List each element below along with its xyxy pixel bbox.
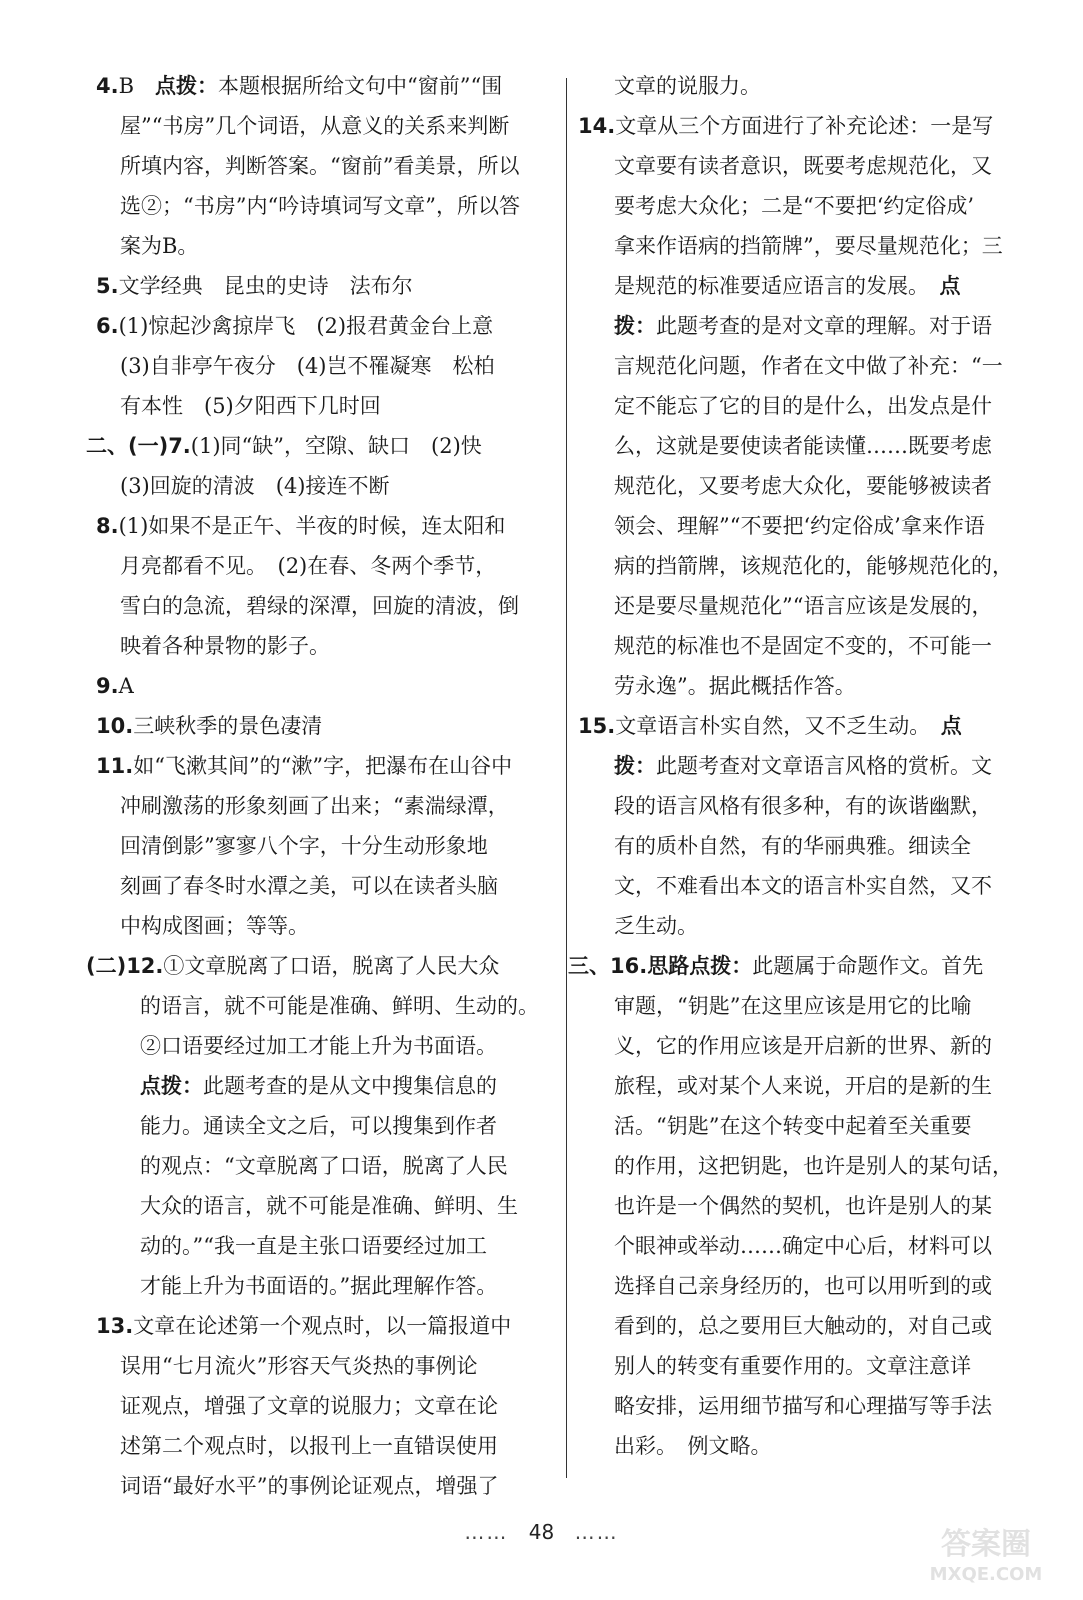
text-line xyxy=(614,1276,992,1297)
answer-text: 证观点，增强了文章的说服力；文章在论 xyxy=(120,1394,498,1418)
answer-text: 刻画了春冬时水潭之美，可以在读者头脑 xyxy=(120,874,498,898)
text-line xyxy=(96,676,134,697)
answer-text: 案为B。 xyxy=(120,234,199,258)
text-line xyxy=(614,196,974,217)
answer-text: 拿来作语病的挡箭牌”，要尽量规范化；三 xyxy=(614,234,1003,258)
footer-dots-right: …… xyxy=(574,1520,619,1544)
text-line xyxy=(614,236,1003,257)
answer-text: 定不能忘了它的目的是什么，出发点是什 xyxy=(614,394,992,418)
text-line xyxy=(120,116,509,137)
tip-label: 拨： xyxy=(614,754,656,778)
answer-text: 文，不难看出本文的语言朴实自然，又不 xyxy=(614,874,992,898)
answer-text: 所填内容，判断答案。“窗前”看美景，所以 xyxy=(120,154,520,178)
text-line xyxy=(120,636,330,657)
text-line xyxy=(614,916,698,937)
question-number: 10. xyxy=(96,714,134,738)
question-number: 15. xyxy=(578,714,616,738)
answer-text: 如“飞漱其间”的“漱”字，把瀑布在山谷中 xyxy=(133,754,513,778)
text-line xyxy=(614,1436,772,1457)
answer-text: 月亮都看不见。 (2)在春、冬两个季节， xyxy=(120,554,497,578)
answer-text: 文章的说服力。 xyxy=(614,74,761,98)
tip-label: 点拨： xyxy=(155,74,219,98)
text-line xyxy=(614,636,992,657)
text-line xyxy=(120,1476,498,1497)
text-line xyxy=(140,996,539,1017)
tip-label: 拨： xyxy=(614,314,656,338)
text-line xyxy=(120,236,198,257)
answer-text: 此题属于命题作文。首先 xyxy=(752,954,984,978)
answer-text: 文章在论述第一个观点时，以一篇报道中 xyxy=(133,1314,512,1338)
answer-text: 的作用，这把钥匙，也许是别人的某句话， xyxy=(614,1154,1013,1178)
question-number: 9. xyxy=(96,674,119,698)
question-number: 二、(一)7. xyxy=(86,434,191,458)
question-number: 13. xyxy=(96,1314,134,1338)
text-line xyxy=(120,876,498,897)
answer-text: 乏生动。 xyxy=(614,914,698,938)
answer-text: 冲刷激荡的形象刻画了出来；“素湍绿潭， xyxy=(120,794,509,818)
answer-text: 动的。”“我一直是主张口语要经过加工 xyxy=(140,1234,487,1258)
question-number: 5. xyxy=(96,274,119,298)
text-line xyxy=(614,1156,1013,1177)
answer-text: 段的语言风格有很多种，有的诙谐幽默， xyxy=(614,794,992,818)
answer-text: 有的质朴自然，有的华丽典雅。细读全 xyxy=(614,834,971,858)
text-line xyxy=(614,796,992,817)
answer-text: ②口语要经过加工才能上升为书面语。 xyxy=(140,1034,497,1058)
answer-text: 才能上升为书面语的。”据此理解作答。 xyxy=(140,1274,498,1298)
answer-text: B xyxy=(118,74,156,98)
watermark-bottom-text: MXQE.COM xyxy=(929,1564,1043,1585)
answer-text: 有本性 (5)夕阳西下几时回 xyxy=(120,394,381,418)
text-line xyxy=(614,436,992,457)
answer-text: 回清倒影”寥寥八个字，十分生动形象地 xyxy=(120,834,488,858)
text-line xyxy=(614,156,992,177)
text-line xyxy=(86,436,482,457)
tip-label: 点 xyxy=(940,714,962,738)
text-line xyxy=(140,1116,497,1137)
text-line xyxy=(96,716,322,737)
text-line xyxy=(120,356,495,377)
text-line xyxy=(120,1356,477,1377)
text-line xyxy=(578,716,962,737)
text-line xyxy=(120,556,496,577)
text-line xyxy=(140,1076,497,1097)
answer-text: 要考虑大众化；二是“不要把‘约定俗成’ xyxy=(614,194,975,218)
answer-text: 能力。通读全文之后，可以搜集到作者 xyxy=(140,1114,497,1138)
answer-text: 误用“七月流火”形容天气炎热的事例论 xyxy=(120,1354,478,1378)
text-line xyxy=(614,1076,992,1097)
text-line xyxy=(96,316,493,337)
text-line xyxy=(120,796,509,817)
text-line xyxy=(614,1356,971,1377)
text-line xyxy=(86,956,499,977)
answer-text: 词语“最好水平”的事例论证观点，增强了 xyxy=(120,1474,499,1498)
answer-text: 还是要尽量规范化”“语言应该是发展的， xyxy=(614,594,993,618)
answer-text: 映着各种景物的影子。 xyxy=(120,634,330,658)
text-line xyxy=(614,316,992,337)
answer-text: 屋”“书房”几个词语，从意义的关系来判断 xyxy=(120,114,510,138)
answer-text: 此题考查对文章语言风格的赏析。文 xyxy=(656,754,992,778)
question-number: 4. xyxy=(96,74,119,98)
text-line xyxy=(614,1036,992,1057)
answer-text: 的观点：“文章脱离了口语，脱离了人民 xyxy=(140,1154,508,1178)
answer-text: (3)自非亭午夜分 (4)岂不罹凝寒 松柏 xyxy=(120,354,495,378)
text-line xyxy=(120,396,381,417)
answer-text: 义，它的作用应该是开启新的世界、新的 xyxy=(614,1034,992,1058)
answer-text: 病的挡箭牌，该规范化的，能够规范化的， xyxy=(614,554,1013,578)
question-number: 三、16. xyxy=(568,954,648,978)
question-number: (二)12. xyxy=(86,954,164,978)
text-line xyxy=(96,76,502,97)
text-line xyxy=(96,1316,511,1337)
text-line xyxy=(614,76,761,97)
text-line xyxy=(120,596,519,617)
column-divider xyxy=(566,78,567,1478)
answer-text: (1)同“缺”，空隙、缺口 (2)快 xyxy=(190,434,482,458)
answer-text: 劳永逸”。据此概括作答。 xyxy=(614,674,856,698)
answer-text: 文章从三个方面进行了补充论述：一是写 xyxy=(615,114,994,138)
answer-text: 也许是一个偶然的契机，也许是别人的某 xyxy=(614,1194,992,1218)
answer-text: A xyxy=(118,674,134,698)
page-number: 48 xyxy=(528,1520,555,1544)
answer-text: 审题，“钥匙”在这里应该是用它的比喻 xyxy=(614,994,972,1018)
answer-text: 选择自己亲身经历的，也可以用听到的或 xyxy=(614,1274,992,1298)
answer-text: ①文章脱离了口语，脱离了人民大众 xyxy=(163,954,500,978)
answer-text: (1)惊起沙禽掠岸飞 (2)报君黄金台上意 xyxy=(118,314,494,338)
question-number: 8. xyxy=(96,514,119,538)
text-line xyxy=(568,956,983,977)
tip-label: 点拨： xyxy=(140,1074,203,1098)
answer-text: 中构成图画；等等。 xyxy=(120,914,309,938)
text-line xyxy=(614,1236,992,1257)
text-line xyxy=(614,396,992,417)
answer-text: 活。“钥匙”在这个转变中起着至关重要 xyxy=(614,1114,972,1138)
text-line xyxy=(140,1036,497,1057)
text-line xyxy=(614,476,992,497)
text-line xyxy=(614,1116,971,1137)
text-line xyxy=(614,996,971,1017)
tip-label: 点 xyxy=(939,274,961,298)
tip-label: 思路点拨： xyxy=(647,954,753,978)
text-line xyxy=(614,1316,992,1337)
text-line xyxy=(614,876,992,897)
text-line xyxy=(120,156,519,177)
answer-text: (3)回旋的清波 (4)接连不断 xyxy=(120,474,390,498)
answer-text: 领会、理解”“不要把‘约定俗成’拿来作语 xyxy=(614,514,985,538)
text-line xyxy=(614,1196,992,1217)
text-line xyxy=(578,116,993,137)
watermark-logo xyxy=(911,1518,1061,1586)
text-line xyxy=(120,1436,498,1457)
text-line xyxy=(120,836,488,857)
text-line xyxy=(140,1276,497,1297)
question-number: 11. xyxy=(96,754,134,778)
answer-text: 此题考查的是对文章的理解。对于语 xyxy=(656,314,992,338)
watermark-top-text: 答案圈 xyxy=(941,1527,1031,1562)
text-line xyxy=(614,276,961,297)
answer-text: 选②；“书房”内“吟诗填词写文章”，所以答 xyxy=(120,194,520,218)
text-line xyxy=(614,556,1013,577)
answer-text: 出彩。 例文略。 xyxy=(614,1434,772,1458)
text-line xyxy=(96,516,505,537)
answer-text: (1)如果不是正午、半夜的时候，连太阳和 xyxy=(118,514,506,538)
text-line xyxy=(614,516,985,537)
text-line xyxy=(96,276,413,297)
answer-text: 此题考查的是从文中搜集信息的 xyxy=(203,1074,497,1098)
text-line xyxy=(614,356,1003,377)
answer-text: 文章要有读者意识，既要考虑规范化，又 xyxy=(614,154,992,178)
answer-text: 文章语言朴实自然，又不乏生动。 xyxy=(615,714,941,738)
answer-text: 的语言，就不可能是准确、鲜明、生动的。 xyxy=(140,994,539,1018)
answer-text: 三峡秋季的景色凄清 xyxy=(133,714,323,738)
answer-text: 规范化，又要考虑大众化，要能够被读者 xyxy=(614,474,992,498)
answer-text: 旅程，或对某个人来说，开启的是新的生 xyxy=(614,1074,992,1098)
answer-text: 述第二个观点时，以报刊上一直错误使用 xyxy=(120,1434,498,1458)
text-line xyxy=(614,676,856,697)
answer-text: 略安排，运用细节描写和心理描写等手法 xyxy=(614,1394,992,1418)
answer-text: 大众的语言，就不可能是准确、鲜明、生 xyxy=(140,1194,518,1218)
text-line xyxy=(120,916,309,937)
answer-text: 规范的标准也不是固定不变的，不可能一 xyxy=(614,634,992,658)
text-line xyxy=(614,836,971,857)
question-number: 14. xyxy=(578,114,616,138)
answer-text: 言规范化问题，作者在文中做了补充：“一 xyxy=(614,354,1003,378)
text-line xyxy=(96,756,512,777)
text-line xyxy=(614,1396,992,1417)
text-line xyxy=(614,596,992,617)
answer-text: 个眼神或举动……确定中心后，材料可以 xyxy=(614,1234,992,1258)
text-line xyxy=(140,1236,487,1257)
text-line xyxy=(140,1196,518,1217)
text-line xyxy=(120,196,520,217)
answer-text: 看到的，总之要用巨大触动的，对自己或 xyxy=(614,1314,992,1338)
answer-text: 本题根据所给文句中“窗前”“围 xyxy=(218,74,503,98)
answer-text: 文学经典 昆虫的史诗 法布尔 xyxy=(118,274,413,298)
footer-dots-left: …… xyxy=(464,1520,509,1544)
answer-text: 雪白的急流，碧绿的深潭，回旋的清波，倒 xyxy=(120,594,519,618)
text-line xyxy=(120,1396,498,1417)
question-number: 6. xyxy=(96,314,119,338)
text-line xyxy=(614,756,992,777)
answer-text: 么，这就是要使读者能读懂……既要考虑 xyxy=(614,434,992,458)
text-line xyxy=(120,476,390,497)
text-line xyxy=(140,1156,508,1177)
answer-text: 别人的转变有重要作用的。文章注意详 xyxy=(614,1354,971,1378)
answer-text: 是规范的标准要适应语言的发展。 xyxy=(614,274,940,298)
